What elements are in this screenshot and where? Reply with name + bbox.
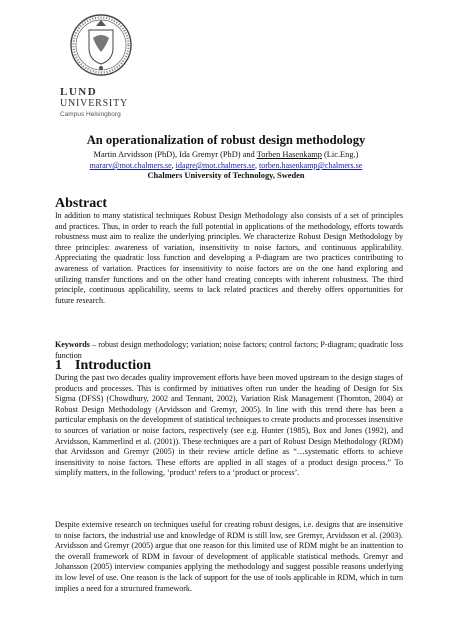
author-line — [30, 150, 422, 160]
logo-lund-text: LUND — [60, 86, 98, 98]
authors-part2: (Lic.Eng.) — [321, 150, 359, 159]
section-title: Introduction — [75, 358, 151, 373]
email-link-1[interactable]: mararv@mot.chalmers.se — [89, 161, 172, 170]
email-link-2[interactable]: idagre@mot.chalmers.se — [175, 161, 255, 170]
affiliation: Chalmers University of Technology, Sweden — [147, 171, 305, 180]
keywords-text: – robust design methodology; variation; noise factors; control factors; P-diagram; quadratic loss function — [55, 340, 403, 360]
logo-campus-text: Campus Helsingborg — [60, 111, 121, 118]
author-link[interactable]: Torben Hasenkamp — [256, 150, 322, 159]
paper-title: An operationalization of robust design methodology — [86, 133, 366, 147]
email-separator: , — [171, 161, 176, 170]
lund-university-logo — [60, 8, 128, 128]
email-separator: , — [255, 161, 259, 170]
logo-university-text: UNIVERSITY — [60, 98, 128, 109]
introduction-heading — [55, 358, 151, 374]
section-number: 1 — [55, 358, 62, 373]
keywords-label: Keywords — [55, 340, 90, 349]
abstract-paragraph: In addition to many statistical techniques Robust Design Methodology also consists of a set of principles and practices. Thus, in order to reach the full potential in applications of the methodology, efforts towards robustness must aim to realize the underlying principles. We characterize Robust Design Methodology by three principles: awareness of variation, insensitivity to noise factors, and continuous applicability. Appreciating the quadratic loss function and developing a P-diagram are two practices contributing to awareness of variation. Practices for insensitivity to noise factors are on the one hand exploring and utilizing transfer functions and on the other hand creating concepts with inherent robustness. The third principle, continuous applicability, seems to lack related practices and thereby offers opportunities for future research. — [55, 211, 403, 305]
university-seal-icon — [70, 8, 132, 82]
introduction-paragraph-2: Despite extensive research on techniques useful for creating robust designs, i.e. designs that are insensitive to noise factors, the industrial use and knowledge of RDM is still low, see Gremyr, Arvidsson et al. (2003). Arvidsson and Gremyr (2005) argue that one reason for this limited use of RDM might be an inattention to the overall framework of RDM in favour of development of applicable statistical methods. Gremyr and Johansson (2005) interview companies applying the methodology and suggest possible reasons underlying its low level of use. One reason is the lack of support for the use of tools applicable in RDM, which in turn implies a need for a structured framework. — [55, 520, 403, 593]
authors-part1: Martin Arvidsson (PhD), Ida Gremyr (PhD) and — [93, 150, 257, 159]
email-link-3[interactable]: torben.hasenkamp@chalmers.se — [259, 161, 363, 170]
introduction-paragraph-1: During the past two decades quality improvement efforts have been moved upstream to the design stages of products and processes. This is confirmed by initiatives often run under the heading of Design for Six Sigma (DFSS) (Chowdhury, 2002 and Tennant, 2002), Variation Risk Management (Thornton, 2004) or Robust Design Methodology (Arvidsson and Gremyr, 2005). In line with this trend there has been a particular emphasis on the development of statistical techniques to create products and processes insensitive to sources of variation or noise factors, respectively (see e.g. Hunter (1985), Box and Jones (1992), and Arvidsson, Kammerlind et al. (2001)). These techniques are a part of Robust Design Methodology (RDM) that Arvidsson and Gremyr (2005) in their review article define as “…systematic efforts to achieve insensitivity to noise factors. These efforts are applied in all stages of a product design process.” To simplify matters, in the following, ‘product’ refers to a ‘product or process’. — [55, 373, 403, 478]
email-line — [30, 161, 422, 171]
abstract-heading: Abstract — [55, 196, 108, 211]
